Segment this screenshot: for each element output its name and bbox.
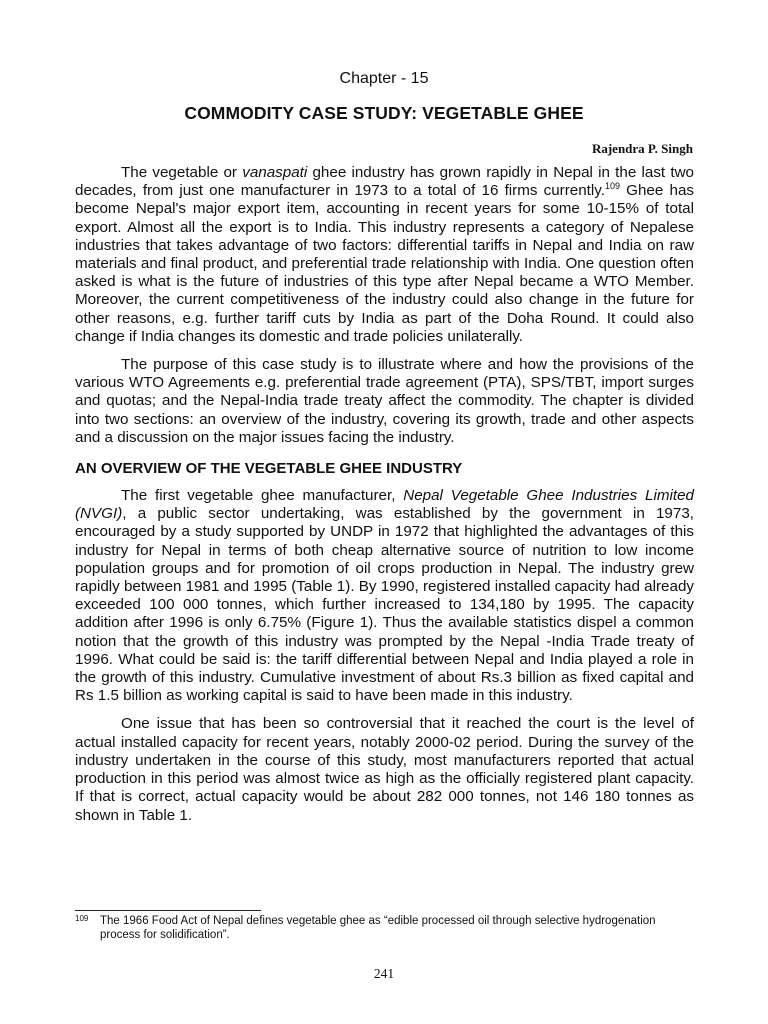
italic-company-name: Nepal Vegetable Ghee Industries Limited (NVGI) (75, 487, 695, 523)
overview-paragraph-2: One issue that has been so controversial that it reached the court is the level of actual installed capacity for recent years, notably 2000-02 period. During the survey of the industry undertaken in the course of this study, most manufacturers reported that actual production in this period was almost twice as high as the officially registered plant capacity. If that is correct, actual capacity would be about 282 000 tonnes, not 146 180 tonnes as shown in Table 1. (75, 715, 694, 824)
footnote (75, 914, 694, 942)
section-heading: AN OVERVIEW OF THE VEGETABLE GHEE INDUSTRY (75, 460, 463, 478)
chapter-label: Chapter - 15 (339, 70, 429, 87)
italic-term: vanaspati (242, 164, 308, 181)
overview-paragraph-1: The first vegetable ghee manufacturer, Nepal Vegetable Ghee Industries Limited (NVGI), a public sector undertaking, was established by the government in 1973, encouraged by a study supported by UNDP in 1972 that highlighted the advantages of this industry for Nepal in terms of both cheap alternative source of nutrition to low income population groups and for promotion of oil crops production in Nepal. The industry grew rapidly between 1981 and 1995 (Table 1). By 1990, registered installed capacity had already exceeded 100 000 tonnes, which further increased to 134,180 by 1995. The capacity addition after 1996 is only 6.75% (Figure 1). Thus the available statistics dispel a common notion that the growth of this industry was prompted by the Nepal -India Trade treaty of 1996. What could be said is: the tariff differential between Nepal and India played a role in the growth of this industry. Cumulative investment of about Rs.3 billion as fixed capital and Rs 1.5 billion as working capital is said to have been made in this industry. (75, 487, 695, 705)
intro-paragraph-2: The purpose of this case study is to illustrate where and how the provisions of the various WTO Agreements e.g. preferential trade agreement (PTA), SPS/TBT, import surges and quotas; and the Nepal-India trade treaty affect the commodity. The chapter is divided into two sections: an overview of the industry, covering its growth, trade and other aspects and a discussion on the major issues facing the industry. (75, 356, 694, 446)
footnote-reference[interactable]: 109 (604, 181, 620, 192)
footnote-mark: 109 (75, 914, 89, 923)
intro-paragraph-1: The vegetable or vanaspati ghee industry has grown rapidly in Nepal in the last two decades, from just one manufacturer in 1973 to a total of 16 firms currently.$^{109}$ Ghee has become Nepal's major export item, accounting in recent years for some 10-15% of total export. Almost all the export is to India. This industry represents a category of Nepalese industries that takes advantage of two factors: differential tariffs in Nepal and India on raw materials and final product, and preferential trade relationship with India. One question often asked is what is the future of industries of this type after Nepal became a WTO Member. Moreover, the current competitiveness of the industry could also change in the future for other reasons, e.g. further tariff cuts by India as part of the Doha Round. It could also change if India changes its domestic and trade policies unilaterally. (75, 164, 694, 345)
body-text (75, 164, 694, 835)
chapter-title: COMMODITY CASE STUDY: VEGETABLE GHEE (184, 103, 584, 123)
footnote-text: The 1966 Food Act of Nepal defines vegetable ghee as “edible processed oil through selective hydrogenation process for solidification”. (100, 915, 656, 941)
page-number: 241 (373, 966, 395, 981)
footnote-divider (75, 910, 261, 911)
author-name: Rajendra P. Singh (591, 141, 693, 156)
